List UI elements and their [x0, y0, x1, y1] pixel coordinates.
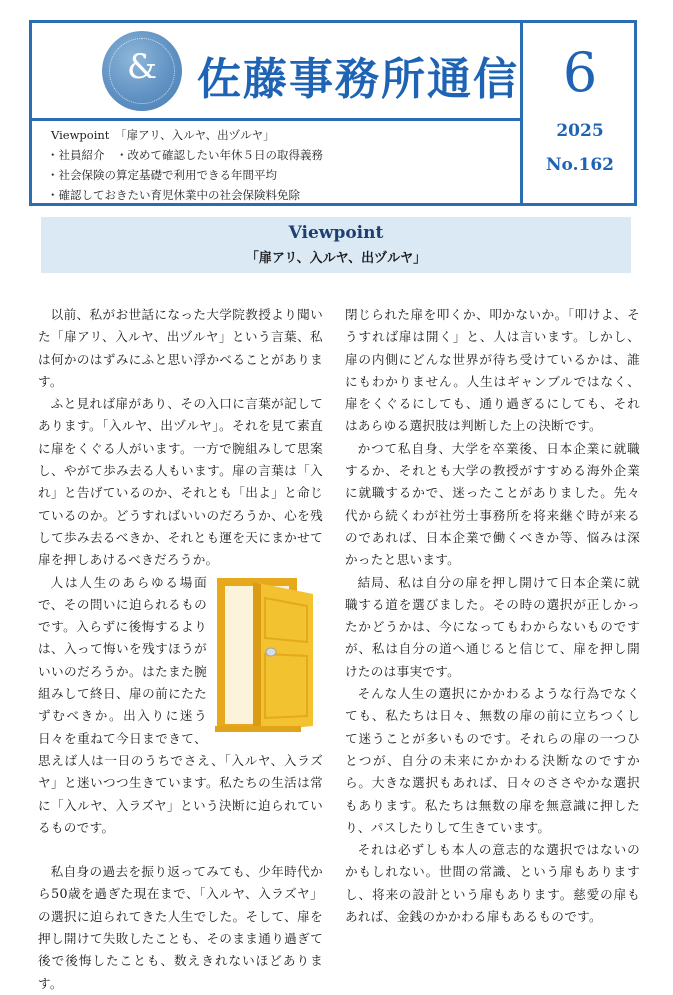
open-door-icon [213, 576, 323, 736]
banner-subheading: 「扉アリ、入ルヤ、出ヅルヤ」 [245, 251, 427, 266]
issue-number: No.162 [546, 155, 614, 175]
article-paragraph: そんな人生の選択にかかわるような行為でなくても、私たちは日々、無数の扉の前に立ちつくして迷うことが多いものです。それらの扉の一つひとつが、自分の未来にかかわる決断なのですから。大きな選択もあれば、日々のささやかな選択もあります。私たちは無数の扉を無意識に押したり、パスしたりして生きています。 [345, 686, 640, 835]
table-of-contents [47, 125, 323, 205]
logo-text: & [126, 47, 158, 87]
ampersand-seal-icon [102, 31, 182, 111]
header-divider-horizontal [32, 118, 520, 121]
article-paragraph: ふと見れば扉があり、その入口に言葉が記してあります。「入ルヤ、出ヅルヤ」。それを見て素直に扉をくぐる人がいます。一方で腕組みして思案し、やがて歩み去る人もいます。扉の言葉は「入れ」と告げているのか、それとも「出よ」と命じているのか。どうすればいいのだろうか、心を残して歩み去るべきか、それとも運を天にまかせて扉を押しあけるべきだろうか。 [38, 396, 323, 568]
article-paragraph: 以前、私がお世話になった大学院教授より聞いた「扉アリ、入ルヤ、出ヅルヤ」という言葉、私は何かのはずみにふと思い浮かべることがあります。 [38, 307, 323, 389]
article-paragraph: 私自身の過去を振り返ってみても、少年時代から50歳を過ぎた現在まで、「入ルヤ、入ラズヤ」の選択に迫られてきた人生でした。そして、扉を押し開けて失敗したことも、そのまま通り過ぎて後で後悔したことも、数えきれないほどあります。 [38, 864, 323, 991]
article-column-right [345, 304, 640, 928]
banner-heading: Viewpoint [288, 223, 384, 243]
article-column-left [38, 304, 323, 995]
toc-item: ・社会保険の算定基礎で利用できる年間平均 [47, 168, 277, 182]
toc-item: Viewpoint 「扉アリ、入ルヤ、出ヅルヤ」 [51, 128, 275, 142]
article-paragraph: 人は人生のあらゆる場面で、その問いに迫られるものです。入らずに後悔するよりは、入って悔いを残すほうがいいのだろうか。はたまた腕組みして終日、扉の前にたたずむべきか。出入りに迷う日々を重ねて今日まできて、思えば人は一日のうちでさえ、「入ルヤ、入ラズヤ」と迷いつつ生きています。私たちの生活は常に「入ルヤ、入ラズヤ」という決断に迫られているものです。 [38, 574, 323, 835]
newsletter-title: 佐藤事務所通信 [197, 54, 519, 105]
article-paragraph: それは必ずしも本人の意志的な選択ではないのかもしれない。世間の常識、という扉もありますし、将来の設計という扉もあります。慈愛の扉もあれば、金銭のかかわる扉もあるものです。 [345, 842, 640, 925]
toc-item: ・確認しておきたい育児休業中の社会保険料免除 [47, 188, 300, 202]
newsletter-header [29, 20, 637, 206]
toc-item: ・社員紹介 ・改めて確認したい年休５日の取得義務 [47, 148, 323, 162]
issue-year: 2025 [556, 121, 604, 141]
viewpoint-banner [41, 217, 631, 273]
article-paragraph: 閉じられた扉を叩くか、叩かないか。「叩けよ、そうすれば扉は開く」と、人は言います。しかし、扉の内側にどんな世界が待ち受けているかは、誰にもわかりません。人生はギャンブルではなく、扉をくぐるにしても、通り過ぎるにしても、それはあらゆる選択肢は判断した上の決断です。 [345, 307, 640, 434]
article-paragraph: かつて私自身、大学を卒業後、日本企業に就職するか、それとも大学の教授がすすめる海外企業に就職するかで、迷ったことがありました。先々代から続くわが社労士事務所を将来継ぐ時が来るのであれば、日本企業で働くべきか等、悩みは深かったと思います。 [345, 440, 640, 568]
article-paragraph: 結局、私は自分の扉を押し開けて日本企業に就職する道を選びました。その時の選択が正しかったかどうかは、今になってもわからないものですが、私は自分の道へ通じると信じて、扉を押し開けたのは事実です。 [345, 574, 640, 679]
issue-month: 6 [562, 41, 598, 104]
